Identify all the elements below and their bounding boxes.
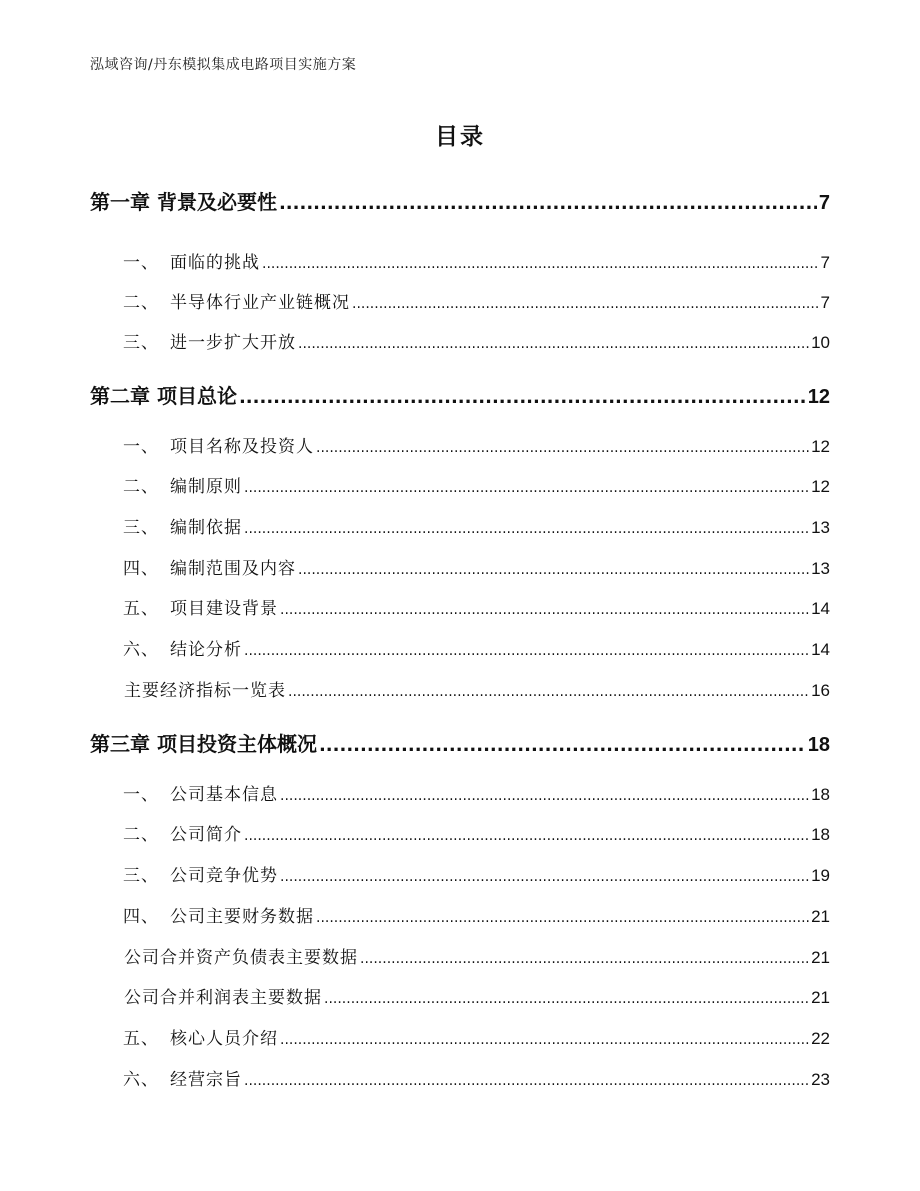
toc-section-entry[interactable] bbox=[90, 943, 830, 968]
toc-page-number: 18 bbox=[811, 825, 830, 844]
toc-entry-text: 半导体行业产业链概况 bbox=[170, 293, 350, 313]
toc-section-entry[interactable] bbox=[90, 248, 830, 273]
toc-page-number: 18 bbox=[811, 785, 830, 804]
dot-leader bbox=[244, 825, 809, 845]
toc-entry-label bbox=[90, 861, 278, 886]
toc-entry-label bbox=[90, 186, 277, 215]
toc-page-number: 23 bbox=[811, 1070, 830, 1089]
toc-entry-text: 经营宗旨 bbox=[170, 1070, 242, 1090]
toc-entry-label bbox=[90, 780, 278, 805]
toc-entry-number: 一、 bbox=[123, 253, 159, 273]
dot-leader bbox=[262, 253, 819, 273]
toc-page-number: 22 bbox=[811, 1029, 830, 1048]
dot-leader bbox=[244, 518, 809, 538]
toc-section-entry[interactable] bbox=[90, 676, 830, 701]
toc-section-entry[interactable] bbox=[90, 780, 830, 805]
toc-section-entry[interactable] bbox=[90, 328, 830, 353]
toc-page-number: 19 bbox=[811, 866, 830, 885]
toc-section-entry[interactable] bbox=[90, 288, 830, 313]
toc-section-entry[interactable] bbox=[90, 554, 830, 579]
toc-section-entry[interactable] bbox=[90, 820, 830, 845]
toc-entry-number: 一、 bbox=[123, 785, 159, 805]
toc-entry-label bbox=[90, 1065, 242, 1090]
toc-entry-number: 五、 bbox=[123, 1029, 159, 1049]
toc-entry-number: 四、 bbox=[123, 907, 159, 927]
toc-page-number: 21 bbox=[811, 948, 830, 967]
toc-entry-label bbox=[90, 983, 322, 1008]
toc-entry-label bbox=[90, 728, 317, 757]
toc-entry-text: 主要经济指标一览表 bbox=[124, 681, 286, 701]
toc-section-entry[interactable] bbox=[90, 861, 830, 886]
toc-chapter-entry[interactable] bbox=[90, 728, 830, 757]
toc-entry-number: 二、 bbox=[123, 293, 159, 313]
toc-section-entry[interactable] bbox=[90, 594, 830, 619]
dot-leader bbox=[288, 681, 809, 701]
toc-entry-label bbox=[90, 635, 242, 660]
toc-entry-label bbox=[90, 432, 314, 457]
toc-page-number: 10 bbox=[811, 333, 830, 352]
toc-entry-label bbox=[90, 248, 260, 273]
dot-leader bbox=[298, 559, 809, 579]
toc-entry-number: 一、 bbox=[123, 437, 159, 457]
dot-leader bbox=[244, 1070, 809, 1090]
toc-page-number: 21 bbox=[811, 988, 830, 1007]
toc-entry-label bbox=[90, 820, 242, 845]
dot-leader bbox=[352, 293, 819, 313]
toc-entry-text: 公司主要财务数据 bbox=[170, 907, 314, 927]
toc-entry-text: 公司合并资产负债表主要数据 bbox=[124, 948, 358, 968]
toc-page-number: 13 bbox=[811, 518, 830, 537]
toc-chapter-entry[interactable] bbox=[90, 380, 830, 409]
toc-entry-number: 六、 bbox=[123, 1070, 159, 1090]
toc-entry-text: 核心人员介绍 bbox=[170, 1029, 278, 1049]
dot-leader bbox=[244, 640, 809, 660]
toc-entry-text: 面临的挑战 bbox=[170, 253, 260, 273]
toc-page-number: 16 bbox=[811, 681, 830, 700]
toc-page-number: 12 bbox=[811, 477, 830, 496]
toc-entry-label bbox=[90, 943, 358, 968]
toc-page-number: 12 bbox=[811, 437, 830, 456]
toc-section-entry[interactable] bbox=[90, 1024, 830, 1049]
toc-entry-label bbox=[90, 328, 296, 353]
toc-section-entry[interactable] bbox=[90, 983, 830, 1008]
toc-entry-text: 项目名称及投资人 bbox=[170, 437, 314, 457]
dot-leader bbox=[316, 437, 809, 457]
toc-entry-number: 五、 bbox=[123, 599, 159, 619]
toc-entry-label bbox=[90, 288, 350, 313]
toc-entry-text: 第三章 项目投资主体概况 bbox=[90, 732, 317, 756]
toc-section-entry[interactable] bbox=[90, 513, 830, 538]
dot-leader bbox=[244, 477, 809, 497]
toc-entry-text: 编制范围及内容 bbox=[170, 559, 296, 579]
toc-entry-number: 二、 bbox=[123, 477, 159, 497]
toc-entry-label bbox=[90, 380, 237, 409]
toc-chapter-entry[interactable] bbox=[90, 186, 830, 215]
toc-page-number: 12 bbox=[807, 386, 830, 408]
dot-leader bbox=[280, 785, 809, 805]
toc-title: 目录 bbox=[435, 124, 485, 150]
toc-entry-text: 第二章 项目总论 bbox=[90, 384, 237, 408]
toc-entry-label bbox=[90, 594, 278, 619]
toc-entry-text: 公司基本信息 bbox=[170, 785, 278, 805]
toc-entry-label bbox=[90, 902, 314, 927]
toc-entry-text: 进一步扩大开放 bbox=[170, 333, 296, 353]
dot-leader bbox=[280, 1029, 809, 1049]
toc-entry-text: 编制原则 bbox=[170, 477, 242, 497]
toc-section-entry[interactable] bbox=[90, 472, 830, 497]
dot-leader bbox=[360, 948, 809, 968]
toc-entry-number: 六、 bbox=[123, 640, 159, 660]
toc-entry-text: 公司合并利润表主要数据 bbox=[124, 988, 322, 1008]
toc-entry-number: 三、 bbox=[123, 866, 159, 886]
toc-section-entry[interactable] bbox=[90, 1065, 830, 1090]
toc-page-number: 7 bbox=[820, 253, 830, 272]
toc-entry-text: 公司竞争优势 bbox=[170, 866, 278, 886]
toc-entry-number: 三、 bbox=[123, 333, 159, 353]
dot-leader bbox=[279, 190, 817, 214]
dot-leader bbox=[280, 599, 809, 619]
toc-section-entry[interactable] bbox=[90, 902, 830, 927]
toc-section-entry[interactable] bbox=[90, 635, 830, 660]
toc-entry-text: 第一章 背景及必要性 bbox=[90, 190, 277, 214]
dot-leader bbox=[298, 333, 809, 353]
toc-entry-label bbox=[90, 472, 242, 497]
toc-entry-text: 编制依据 bbox=[170, 518, 242, 538]
toc-entry-label bbox=[90, 554, 296, 579]
toc-page-number: 18 bbox=[807, 734, 830, 756]
toc-entry-label bbox=[90, 676, 286, 701]
dot-leader bbox=[319, 732, 806, 756]
dot-leader bbox=[239, 384, 806, 408]
toc-section-entry[interactable] bbox=[90, 432, 830, 457]
dot-leader bbox=[324, 988, 809, 1008]
toc-entry-text: 结论分析 bbox=[170, 640, 242, 660]
toc-page-number: 14 bbox=[811, 640, 830, 659]
toc-page-number: 14 bbox=[811, 599, 830, 618]
toc-page-number: 13 bbox=[811, 559, 830, 578]
running-header: 泓域咨询/丹东模拟集成电路项目实施方案 bbox=[90, 57, 357, 73]
toc-entry-text: 项目建设背景 bbox=[170, 599, 278, 619]
toc-page-number: 7 bbox=[818, 192, 830, 214]
toc-entry-label bbox=[90, 1024, 278, 1049]
dot-leader bbox=[280, 866, 809, 886]
dot-leader bbox=[316, 907, 809, 927]
toc-entry-text: 公司简介 bbox=[170, 825, 242, 845]
toc-entry-label bbox=[90, 513, 242, 538]
toc-page-number: 21 bbox=[811, 907, 830, 926]
toc-page-number: 7 bbox=[820, 293, 830, 312]
toc-entry-number: 二、 bbox=[123, 825, 159, 845]
toc-entry-number: 四、 bbox=[123, 559, 159, 579]
toc-entry-number: 三、 bbox=[123, 518, 159, 538]
